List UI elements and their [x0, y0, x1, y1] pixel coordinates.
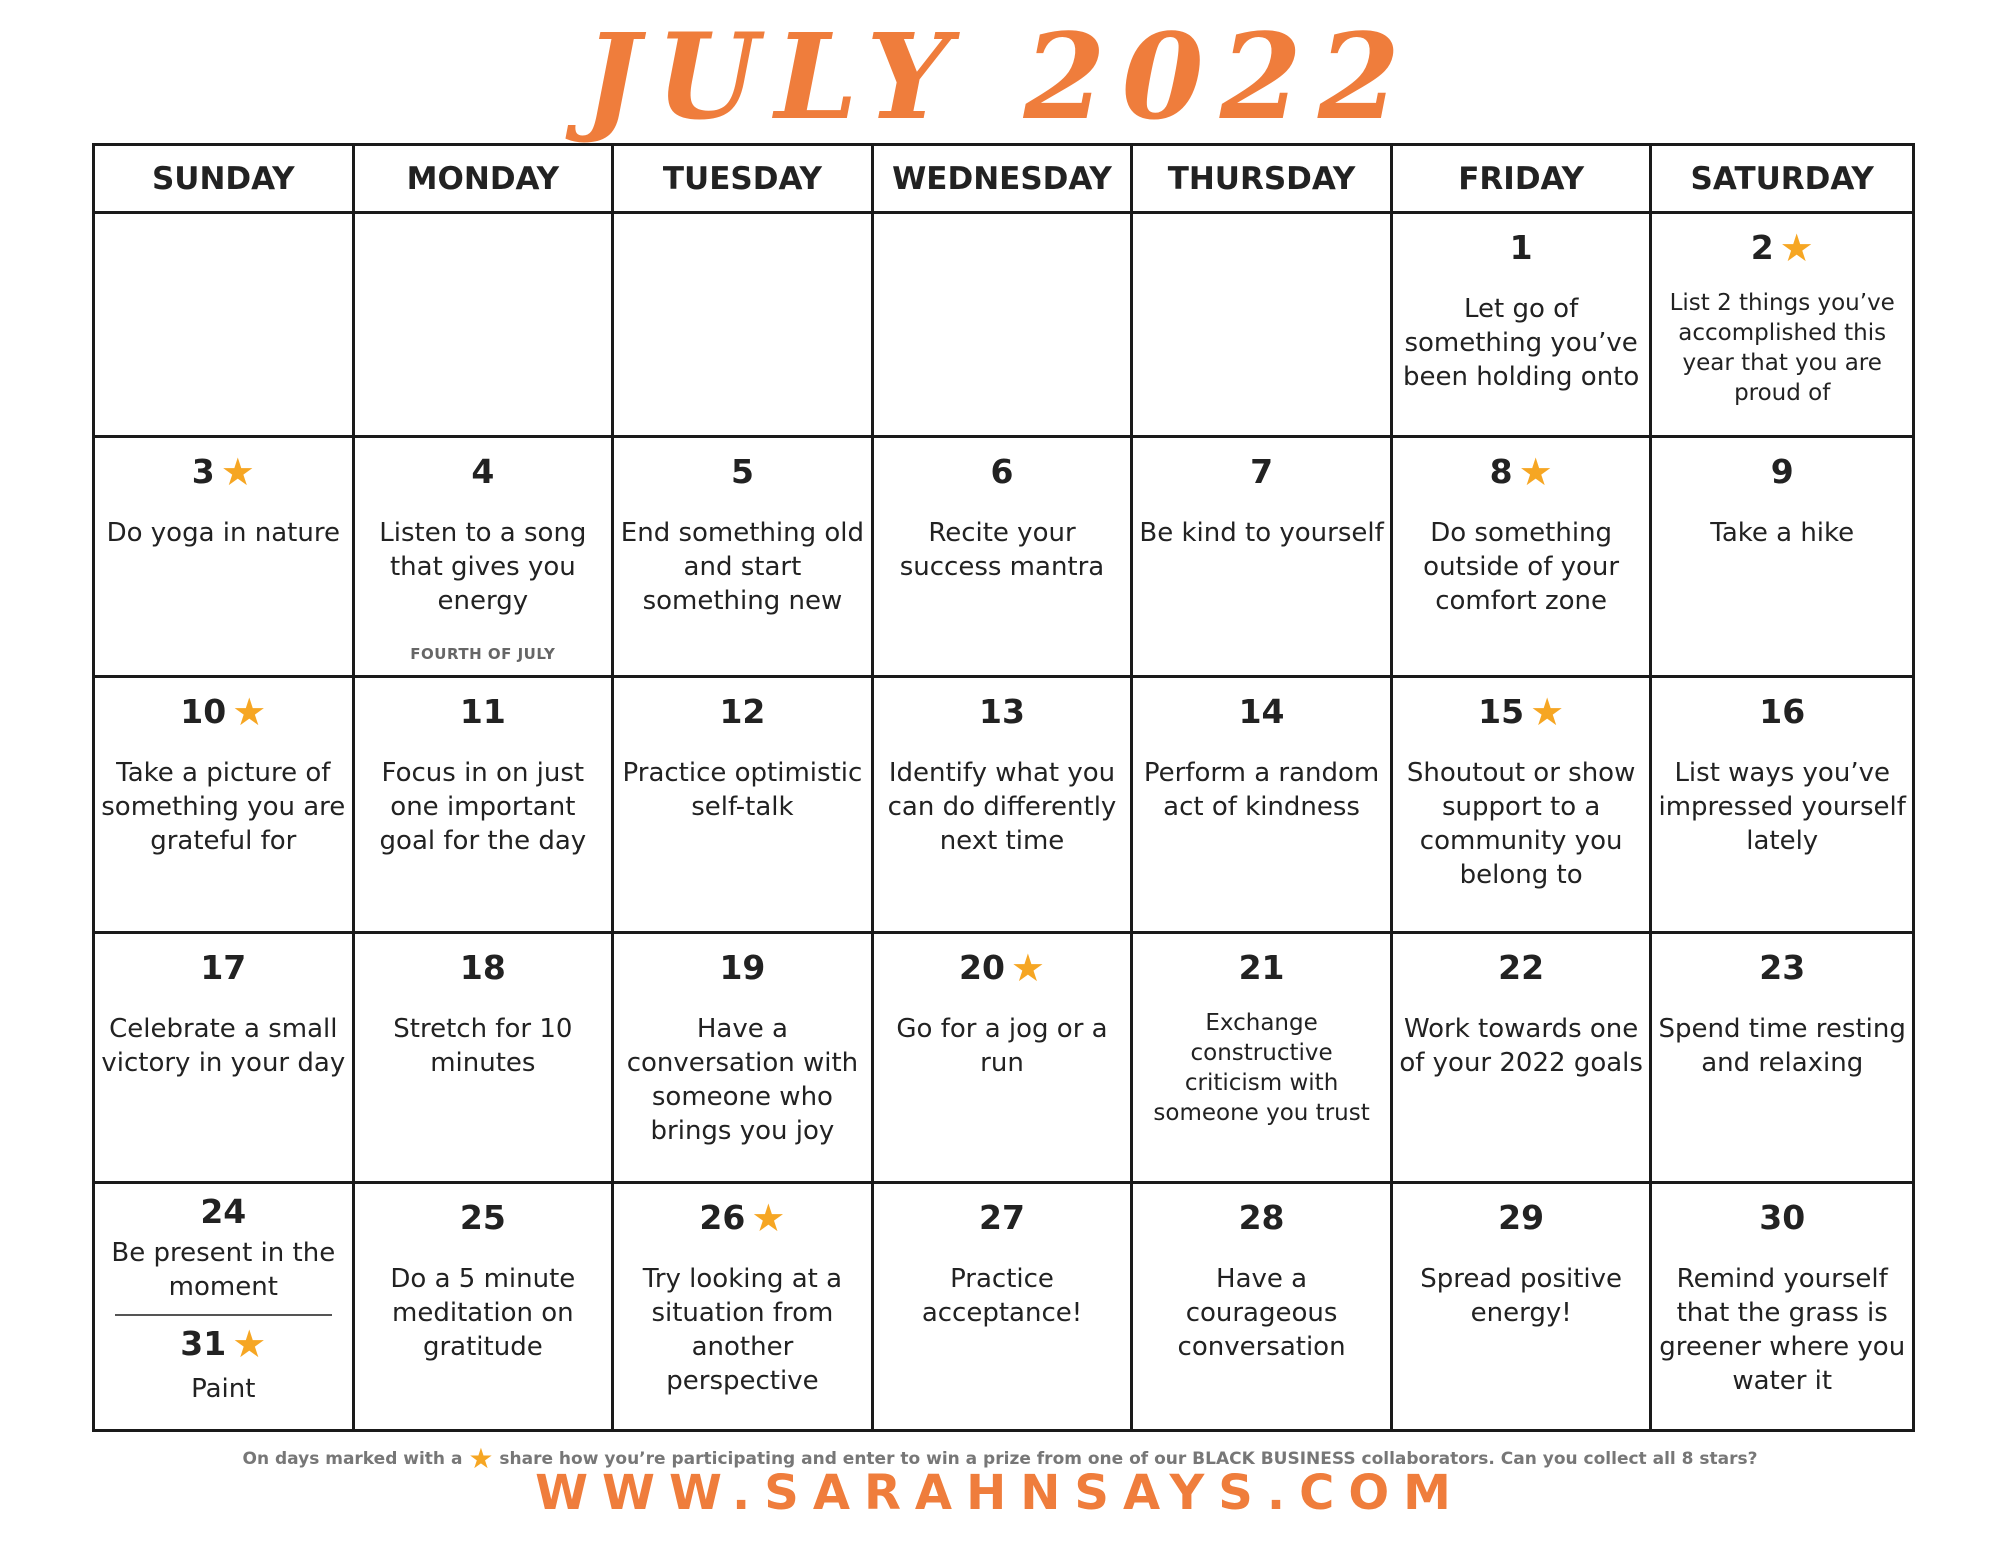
star-icon: ★ [232, 1322, 267, 1366]
day-task: Be present in the moment [111, 1238, 336, 1302]
day-number [1399, 946, 1644, 990]
day-task: Take a picture of something you are grateful for [101, 758, 346, 856]
star-icon: ★ [232, 690, 267, 734]
day-number [1139, 450, 1384, 494]
day-number [620, 450, 865, 494]
day-number-text: 20 [958, 948, 1005, 987]
day-number [620, 1196, 865, 1240]
day-number [1399, 450, 1644, 494]
day-number-text: 24 [200, 1192, 247, 1231]
day-number-text: 8 [1489, 452, 1513, 491]
day-header-monday: MONDAY [355, 146, 615, 214]
day-number-text: 15 [1478, 692, 1525, 731]
day-number-text: 23 [1759, 948, 1806, 987]
day-header-tuesday: TUESDAY [614, 146, 874, 214]
day-task: Spread positive energy! [1420, 1264, 1623, 1328]
day-task: Stretch for 10 minutes [393, 1014, 573, 1078]
day-number-text: 26 [699, 1198, 746, 1237]
day-number [620, 690, 865, 734]
day-number [1658, 946, 1906, 990]
day-cell-7 [1133, 438, 1393, 678]
day-header-thursday: THURSDAY [1133, 146, 1393, 214]
day-task: Listen to a song that gives you energy [379, 518, 587, 616]
day-task: Recite your success mantra [899, 518, 1105, 582]
day-header-saturday: SATURDAY [1652, 146, 1912, 214]
day-cell-26 [614, 1184, 874, 1432]
day-task: Exchange constructive criticism with someone you trust [1153, 1010, 1370, 1126]
day-cell-12 [614, 678, 874, 934]
day-number-text: 13 [979, 692, 1025, 731]
day-cell-25 [355, 1184, 615, 1432]
day-number [620, 946, 865, 990]
day-number [361, 450, 606, 494]
star-icon: ★ [1010, 946, 1045, 990]
split-cell-bottom [101, 1322, 346, 1406]
day-cell-9 [1652, 438, 1912, 678]
day-task: Do something outside of your comfort zone [1423, 518, 1620, 616]
empty-cell [95, 214, 355, 438]
star-icon: ★ [1530, 690, 1565, 734]
day-cell-15 [1393, 678, 1653, 934]
day-cell-20 [874, 934, 1134, 1184]
day-task: Go for a jog or a run [896, 1014, 1108, 1078]
day-task: Celebrate a small victory in your day [101, 1014, 346, 1078]
day-cell-13 [874, 678, 1134, 934]
day-number-text: 31 [180, 1324, 227, 1363]
day-cell-30 [1652, 1184, 1912, 1432]
day-cell-3 [95, 438, 355, 678]
day-number-text: 18 [459, 948, 506, 987]
day-task: Take a hike [1710, 518, 1855, 548]
day-number-text: 29 [1498, 1198, 1545, 1237]
day-number-text: 22 [1498, 948, 1545, 987]
day-task: Identify what you can do differently next time [887, 758, 1117, 856]
day-number-text: 4 [471, 452, 495, 491]
day-number [101, 1190, 346, 1234]
day-number-text: 27 [979, 1198, 1025, 1237]
day-task: Let go of something you’ve been holding onto [1402, 294, 1640, 392]
day-cell-2 [1652, 214, 1912, 438]
day-cell-16 [1652, 678, 1912, 934]
day-number [880, 946, 1125, 990]
day-number-text: 28 [1238, 1198, 1285, 1237]
day-number-text: 5 [730, 452, 754, 491]
holiday-label: FOURTH OF JULY [410, 645, 556, 663]
day-task: Spend time resting and relaxing [1658, 1014, 1906, 1078]
day-number [880, 1196, 1125, 1240]
day-number [361, 946, 606, 990]
day-number-text: 25 [459, 1198, 506, 1237]
day-cell-24 [95, 1184, 355, 1432]
day-number [1399, 690, 1644, 734]
day-task: End something old and start something new [620, 518, 865, 616]
day-number [1139, 1196, 1384, 1240]
calendar-title: JULY 2022 [584, 7, 1416, 146]
empty-cell [1133, 214, 1393, 438]
star-icon: ★ [1518, 450, 1553, 494]
day-number [101, 450, 346, 494]
calendar-grid [92, 143, 1915, 1432]
day-header-friday: FRIDAY [1393, 146, 1653, 214]
day-task: Paint [191, 1374, 256, 1404]
day-task: Do a 5 minute meditation on gratitude [390, 1264, 576, 1362]
day-cell-6 [874, 438, 1134, 678]
day-task: Be kind to yourself [1139, 518, 1384, 548]
day-task: List 2 things you’ve accomplished this year that you are proud of [1669, 290, 1895, 406]
day-task: Shoutout or show support to a community you belong to [1406, 758, 1636, 890]
day-number-text: 1 [1509, 228, 1533, 267]
day-number [1658, 450, 1906, 494]
day-number [101, 1322, 346, 1366]
day-number [1658, 690, 1906, 734]
day-cell-4 [355, 438, 615, 678]
day-number-text: 2 [1750, 228, 1774, 267]
day-task: Have a courageous conversation [1177, 1264, 1346, 1362]
day-task: Try looking at a situation from another perspective [642, 1264, 843, 1396]
day-header-sunday: SUNDAY [95, 146, 355, 214]
day-number-text: 17 [200, 948, 247, 987]
day-number [101, 690, 346, 734]
day-number [1399, 1196, 1644, 1240]
day-cell-23 [1652, 934, 1912, 1184]
footer-text-after: share how you’re participating and enter to win a prize from one of our BLACK BUSINESS collaborators. Can you collect all 8 stars? [499, 1449, 1758, 1469]
day-task: Remind yourself that the grass is greener where you water it [1659, 1264, 1906, 1396]
empty-cell [874, 214, 1134, 438]
star-icon: ★ [1779, 226, 1814, 270]
day-number-text: 9 [1770, 452, 1794, 491]
day-cell-5 [614, 438, 874, 678]
day-number-text: 6 [990, 452, 1014, 491]
day-number [1139, 690, 1384, 734]
day-number [1399, 226, 1644, 270]
empty-cell [614, 214, 874, 438]
day-number [1658, 226, 1906, 270]
star-icon: ★ [468, 1442, 494, 1475]
day-number-text: 30 [1759, 1198, 1806, 1237]
split-cell-top [101, 1190, 346, 1304]
day-cell-18 [355, 934, 615, 1184]
day-cell-11 [355, 678, 615, 934]
day-number-text: 16 [1759, 692, 1806, 731]
day-number [361, 1196, 606, 1240]
day-cell-10 [95, 678, 355, 934]
day-number-text: 19 [719, 948, 766, 987]
day-task: List ways you’ve impressed yourself lately [1658, 758, 1906, 856]
day-number-text: 12 [719, 692, 766, 731]
day-task: Have a conversation with someone who brings you joy [626, 1014, 859, 1146]
day-cell-14 [1133, 678, 1393, 934]
day-task: Do yoga in nature [106, 518, 340, 548]
day-number-text: 21 [1238, 948, 1285, 987]
day-task: Focus in on just one important goal for the day [379, 758, 587, 856]
day-number-text: 7 [1250, 452, 1274, 491]
day-cell-22 [1393, 934, 1653, 1184]
day-number-text: 3 [191, 452, 215, 491]
day-number [1658, 1196, 1906, 1240]
day-cell-27 [874, 1184, 1134, 1432]
day-cell-8 [1393, 438, 1653, 678]
day-cell-21 [1133, 934, 1393, 1184]
website-url[interactable]: WWW.SARAHNSAYS.COM [535, 1465, 1465, 1521]
day-task: Practice optimistic self-talk [622, 758, 863, 822]
day-cell-17 [95, 934, 355, 1184]
day-number [101, 946, 346, 990]
day-cell-28 [1133, 1184, 1393, 1432]
day-cell-29 [1393, 1184, 1653, 1432]
day-number-text: 14 [1238, 692, 1285, 731]
split-divider [115, 1314, 332, 1316]
day-number [361, 690, 606, 734]
day-cell-1 [1393, 214, 1653, 438]
day-number-text: 10 [180, 692, 227, 731]
footer-text-before: On days marked with a [242, 1449, 463, 1469]
day-task: Work towards one of your 2022 goals [1399, 1014, 1643, 1078]
day-number [880, 450, 1125, 494]
day-task: Practice acceptance! [921, 1264, 1083, 1328]
star-icon: ★ [220, 450, 255, 494]
day-task: Perform a random act of kindness [1143, 758, 1380, 822]
day-cell-19 [614, 934, 874, 1184]
empty-cell [355, 214, 615, 438]
day-header-wednesday: WEDNESDAY [874, 146, 1134, 214]
star-icon: ★ [751, 1196, 786, 1240]
day-number [880, 690, 1125, 734]
day-number [1139, 946, 1384, 990]
day-number-text: 11 [459, 692, 506, 731]
